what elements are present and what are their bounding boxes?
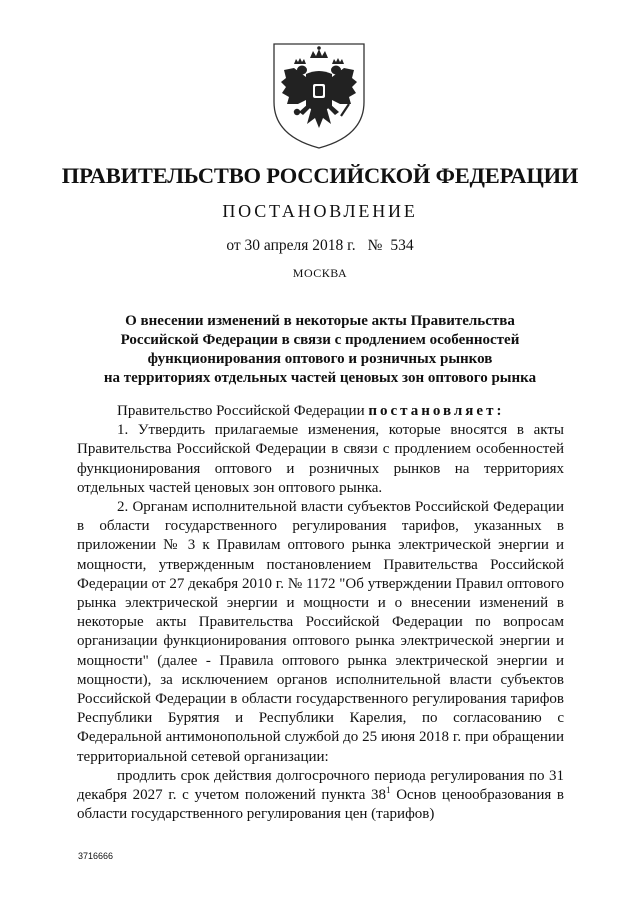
subject-line: Российской Федерации в связи с продлением особенностей: [120, 332, 520, 348]
document-date: от 30 апреля 2018 г.: [226, 237, 356, 254]
paragraph-3: [77, 767, 564, 825]
decree-word: постановляет:: [368, 403, 505, 419]
footnote-superscript: 1: [386, 785, 391, 796]
paragraph-1: 1. Утвердить прилагаемые изменения, которые вносятся в акты Правительства Российской Федерации в связи с продлением особенностей функционирования оптового и розничных рынков на территориях отдельных частей ценовых зон оптового рынка.: [77, 422, 564, 496]
document-date-number: [0, 237, 640, 255]
document-type: ПОСТАНОВЛЕНИЕ: [222, 201, 418, 221]
paragraph-2: 2. Органам исполнительной власти субъектов Российской Федерации в области государственного регулирования тарифов, указанных в приложении № 3 к Правилам оптового рынка электрической энергии и мощности, утвержденным постановлением Правительства Российской Федерации от 27 декабря 2010 г. № 1172 "Об утверждении Правил оптового рынка электрической энергии и мощности и о внесении изменений в некоторые акты Правительства Российской Федерации по вопросам организации функционирования оптового рынка электрической энергии и мощности" (далее - Правила оптового рынка электрической энергии и мощности), за исключением органов исполнительной власти субъектов Российской Федерации в области государственного регулирования тарифов Республики Бурятия и Республики Карелия, по согласованию с Федеральной антимонопольной службой до 25 июня 2018 г. при обращении территориальной сетевой организации:: [77, 499, 564, 765]
coat-of-arms-emblem: [270, 40, 368, 152]
document-code: 3716666: [78, 851, 114, 861]
subject-line: О внесении изменений в некоторые акты Правительства: [125, 313, 515, 329]
paragraph-3-text: продлить срок действия долгосрочного периода регулирования по 31 декабря 2027 г. с учетом положений пункта 38: [77, 767, 564, 804]
document-number: 534: [390, 237, 414, 254]
subject-line: на территориях отдельных частей ценовых зон оптового рынка: [103, 370, 537, 386]
document-body: [77, 402, 564, 824]
document-subject: [60, 312, 580, 388]
city: МОСКВА: [292, 266, 348, 280]
number-sign: №: [367, 237, 383, 254]
preamble-paragraph: [77, 402, 564, 421]
subject-line: функционирования оптового и розничных рынков: [147, 351, 493, 367]
preamble-text: Правительство Российской Федерации: [117, 403, 365, 419]
government-title: ПРАВИТЕЛЬСТВО РОССИЙСКОЙ ФЕДЕРАЦИИ: [61, 163, 579, 188]
paragraph-3-continuation: Основ ценообразования в области государственного регулирования цен (тарифов): [77, 787, 564, 823]
